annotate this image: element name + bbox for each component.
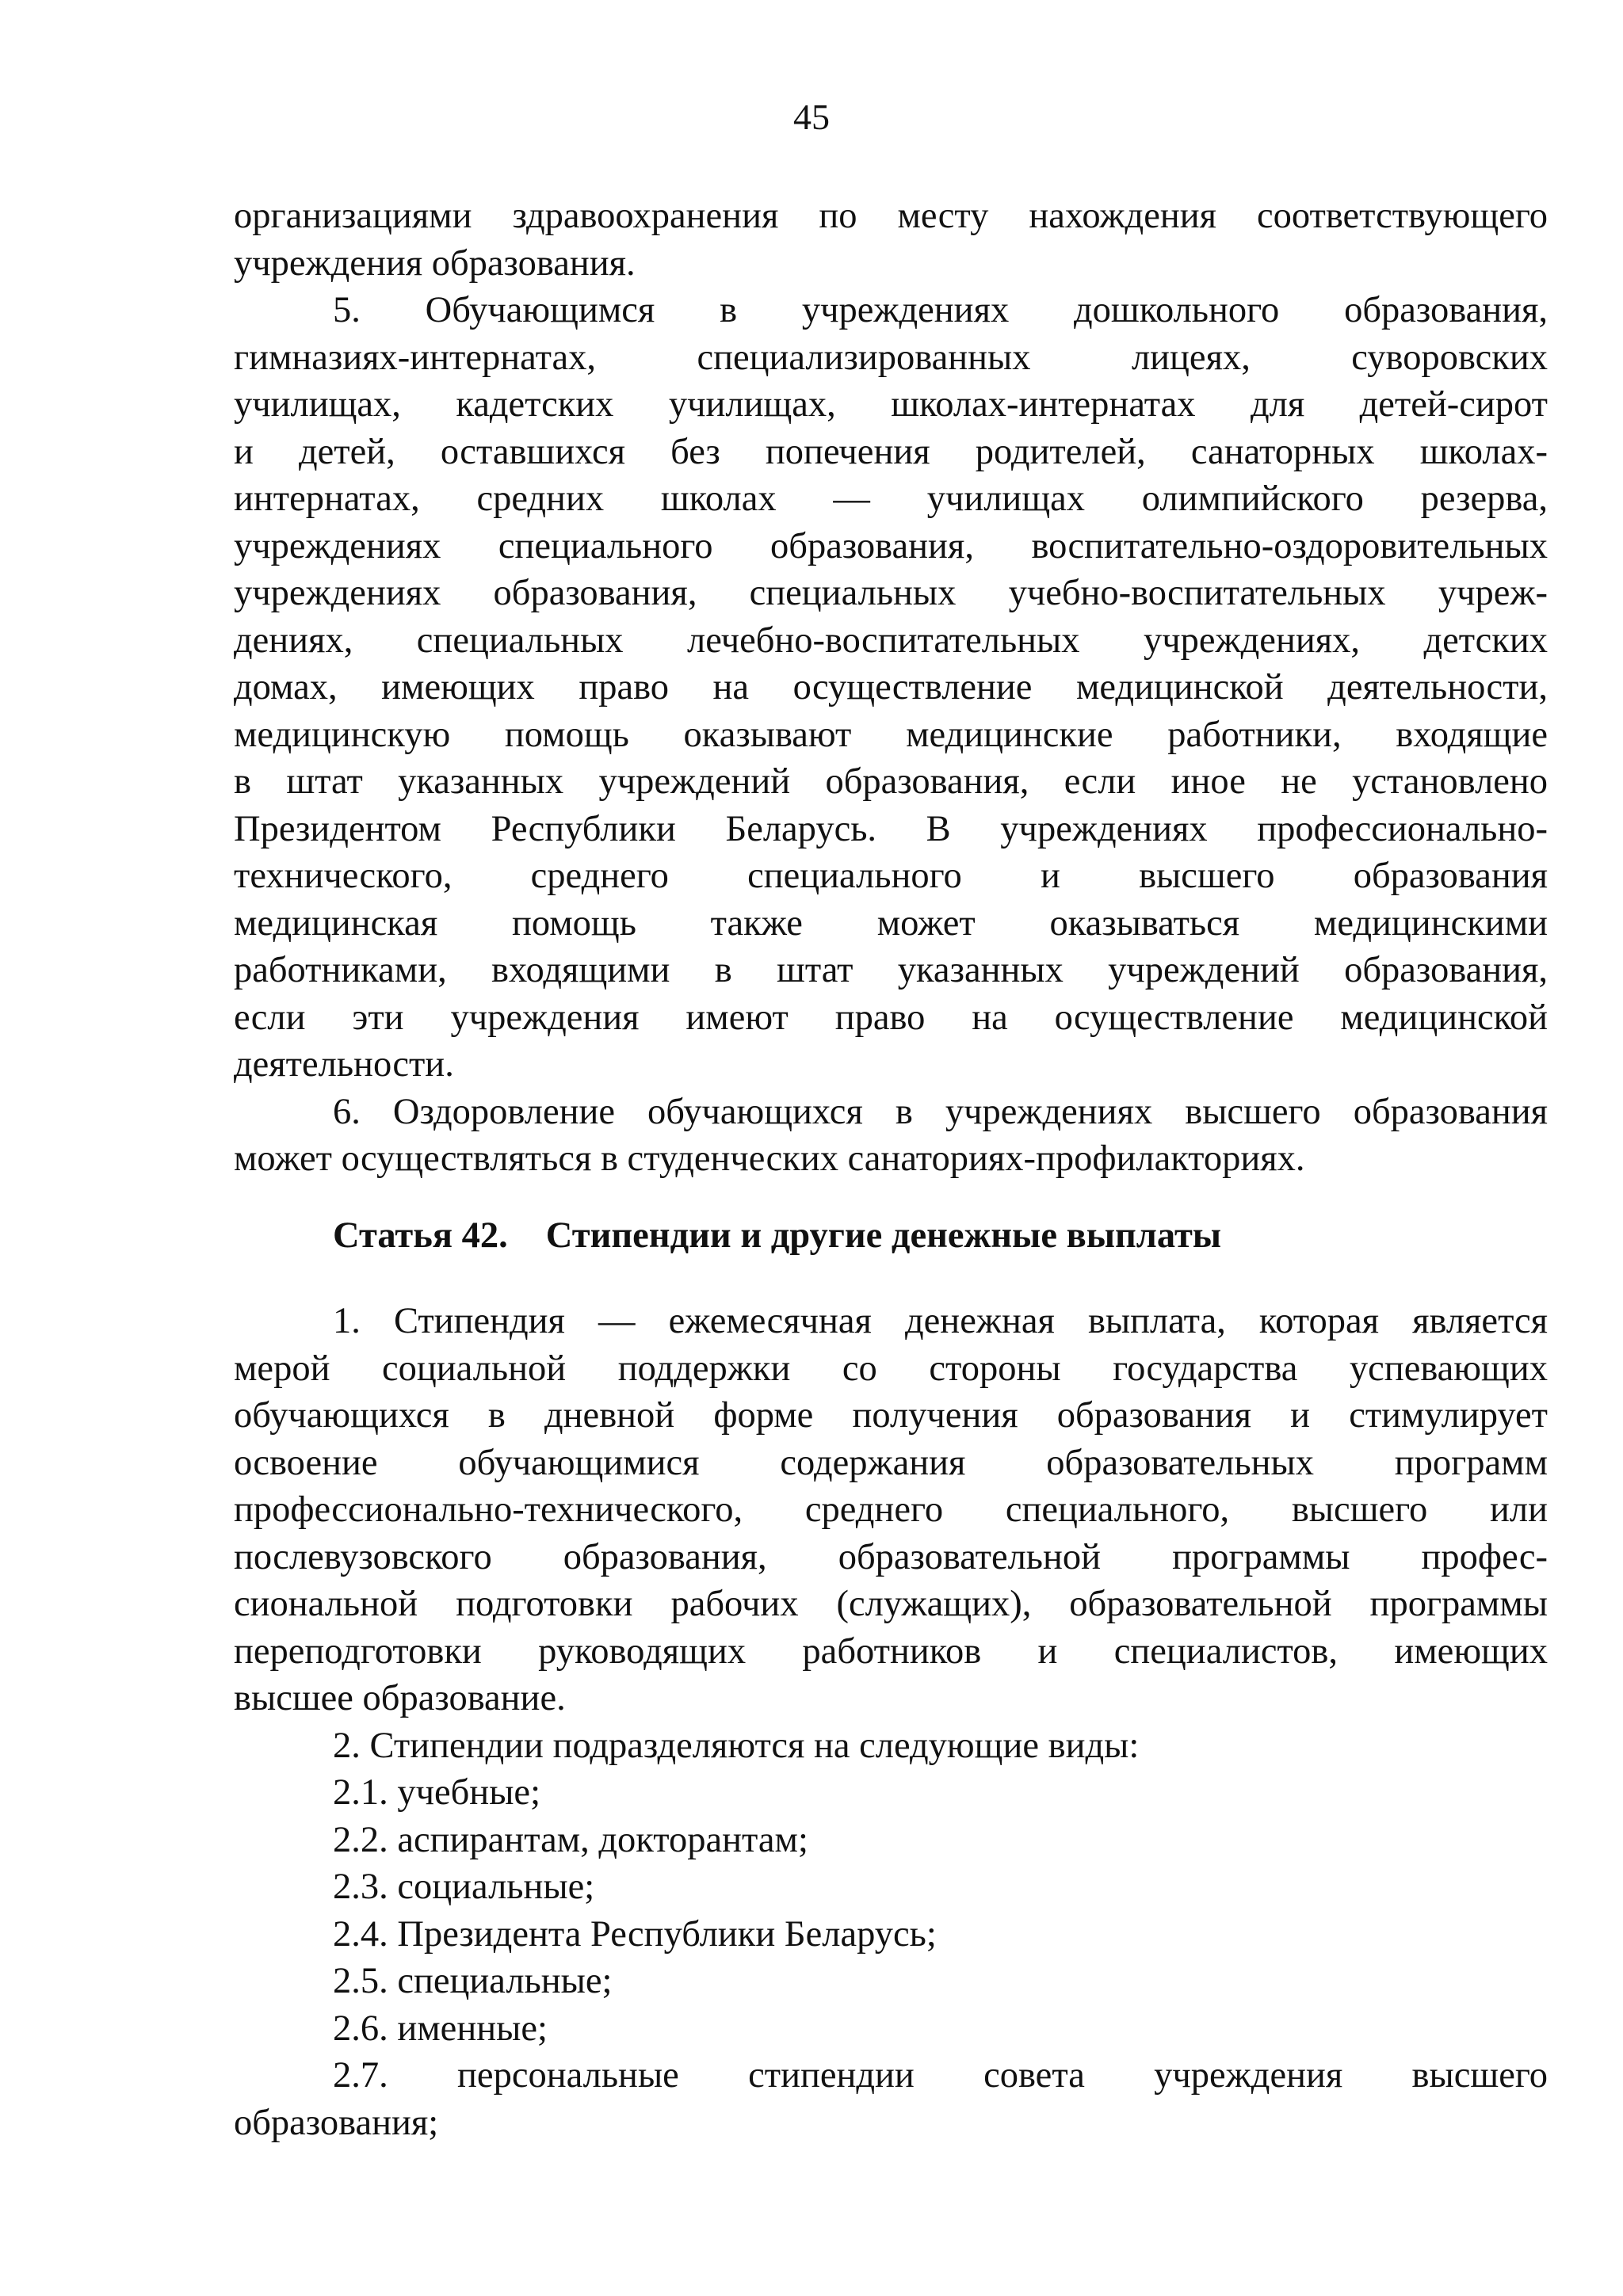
paragraph-start-line: 1. Стипендия — ежемесячная денежная выплата, которая является [333, 1301, 1548, 1341]
paragraph-start-line: 6. Оздоровление обучающихся в учреждениях высшего образования [333, 1091, 1548, 1132]
text-line: работниками, входящими в штат указанных учреждений образования, [234, 950, 1548, 990]
text-line: медицинская помощь также может оказываться медицинскими [234, 902, 1548, 944]
text-line: учреждениях образования, специальных учебно-воспитательных учреж- [234, 573, 1548, 613]
text-line: послевузовского образования, образовательной программы профес- [234, 1536, 1548, 1577]
text-line: медицинскую помощь оказывают медицинские работники, входящие [234, 714, 1548, 755]
text-line: образования; [234, 2102, 439, 2143]
text-line: освоение обучающимися содержания образовательных программ [234, 1442, 1548, 1483]
text-line: Президентом Республики Беларусь. В учреждениях профессионально- [234, 808, 1548, 849]
article-number: Статья 42. [333, 1215, 508, 1256]
text-line: училищах, кадетских училищах, школах-интернатах для детей-сирот [234, 384, 1548, 425]
list-item: 2.5. специальные; [333, 1961, 613, 2001]
article-heading [333, 1212, 1221, 1260]
text-line: профессионально-технического, среднего специального, высшего или [234, 1489, 1548, 1530]
text-line: учреждения образования. [234, 242, 636, 284]
paragraph-start-line: 5. Обучающимся в учреждениях дошкольного образования, [333, 290, 1548, 330]
list-item: 2.7. персональные стипендии совета учреждения высшего [333, 2055, 1548, 2096]
section-scholarships-text [234, 1298, 1548, 2146]
paragraph-start-line: 2. Стипендии подразделяются на следующие виды: [333, 1725, 1140, 1766]
list-item: 2.6. именные; [333, 2008, 548, 2049]
list-item: 2.2. аспирантам, докторантам; [333, 1819, 808, 1860]
text-line: дениях, специальных лечебно-воспитательных учреждениях, детских [234, 620, 1548, 661]
text-line: в штат указанных учреждений образования, если иное не установлено [234, 761, 1548, 802]
list-item: 2.4. Президента Республики Беларусь; [333, 1913, 937, 1955]
text-line: сиональной подготовки рабочих (служащих), образовательной программы [234, 1584, 1548, 1624]
list-item: 2.3. социальные; [333, 1867, 595, 1907]
text-line: и детей, оставшихся без попечения родителей, санаторных школах- [234, 431, 1548, 472]
text-line: если эти учреждения имеют право на осуществление медицинской [234, 997, 1548, 1038]
text-line: домах, имеющих право на осуществление медицинской деятельности, [234, 667, 1548, 707]
text-line: организациями здравоохранения по месту нахождения соответствующего [234, 196, 1548, 236]
section-health-care-text [234, 193, 1548, 1183]
text-line: деятельности. [234, 1044, 454, 1085]
article-title: Стипендии и другие денежные выплаты [545, 1215, 1222, 1256]
page-number: 45 [793, 97, 830, 137]
text-line: обучающихся в дневной форме получения образования и стимулирует [234, 1395, 1548, 1436]
text-line: переподготовки руководящих работников и специалистов, имеющих [234, 1630, 1548, 1672]
text-line: гимназиях-интернатах, специализированных лицеях, суворовских [234, 337, 1548, 378]
text-line: высшее образование. [234, 1678, 566, 1718]
text-line: интернатах, средних школах — училищах олимпийского резерва, [234, 479, 1548, 519]
text-line: технического, среднего специального и высшего образования [234, 856, 1548, 896]
text-line: учреждениях специального образования, воспитательно-оздоровительных [234, 525, 1548, 566]
text-line: мерой социальной поддержки со стороны государства успевающих [234, 1348, 1548, 1389]
list-item: 2.1. учебные; [333, 1772, 540, 1813]
text-line: может осуществляться в студенческих санаториях-профилакториях. [234, 1138, 1305, 1179]
